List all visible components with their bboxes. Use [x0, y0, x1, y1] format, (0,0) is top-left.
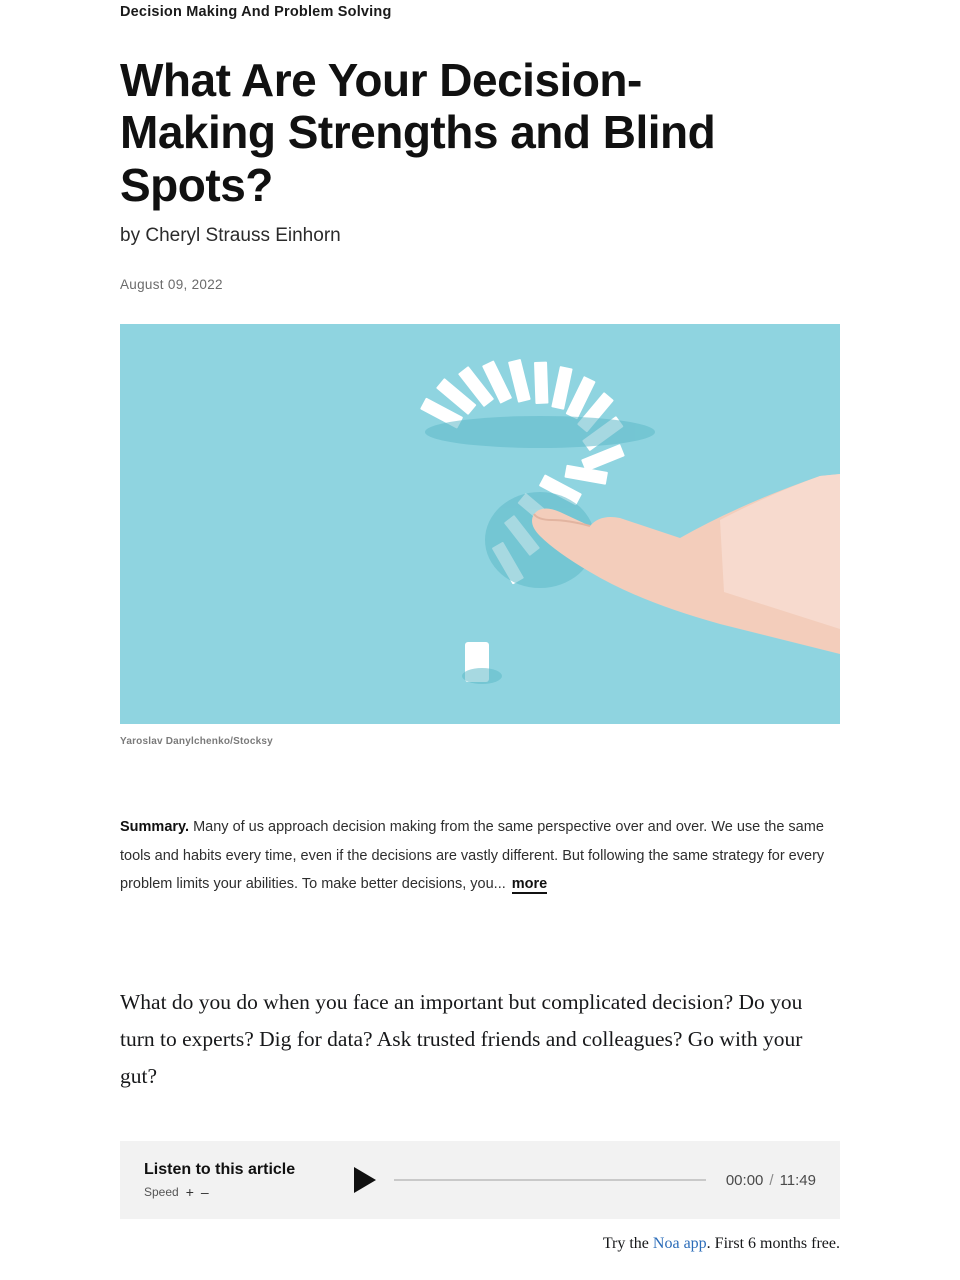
time-separator: /	[769, 1171, 774, 1189]
player-time	[726, 1172, 816, 1189]
image-credit: Yaroslav Danylchenko/Stocksy	[120, 736, 273, 748]
player-title: Listen to this article	[144, 1161, 296, 1179]
noa-app-link[interactable]: Noa app	[652, 1235, 707, 1253]
article-date: August 09, 2022	[120, 277, 223, 293]
question-mark-dominoes-illustration	[120, 324, 840, 724]
promo-suffix: . First 6 months free.	[706, 1235, 840, 1253]
article-topic[interactable]: Decision Making And Problem Solving	[120, 4, 392, 20]
current-time: 00:00	[725, 1171, 764, 1189]
summary-label: Summary.	[120, 819, 190, 836]
article-first-paragraph: What do you do when you face an important but complicated decision? Do you turn to experts? Dig for data? Ask trusted friends and colleagues? Go with your gut?	[120, 990, 803, 1089]
audio-player	[120, 1141, 840, 1219]
player-speed-control	[144, 1185, 354, 1199]
speed-decrease-button[interactable]: –	[200, 1184, 209, 1201]
promo-prefix: Try the	[602, 1235, 653, 1253]
summary-text: Many of us approach decision making from the same perspective over and over. We use the same tools and habits every time, even if the decisions are vastly different. But following the same strategy for every problem limits your abilities. To make better decisions, you...	[120, 819, 825, 892]
summary-more-link[interactable]: more	[511, 875, 548, 892]
hero-image	[120, 324, 840, 724]
article-byline: by Cheryl Strauss Einhorn	[120, 225, 341, 247]
speed-label: Speed	[144, 1185, 179, 1200]
article-summary	[120, 813, 840, 898]
play-icon[interactable]	[354, 1167, 376, 1193]
player-info	[144, 1161, 354, 1199]
noa-promo	[120, 1235, 840, 1253]
audio-progress-slider[interactable]	[394, 1179, 706, 1181]
page-title: What Are Your Decision-Making Strengths and Blind Spots?	[120, 54, 716, 211]
total-time: 11:49	[779, 1171, 816, 1189]
speed-increase-button[interactable]: +	[185, 1184, 194, 1201]
